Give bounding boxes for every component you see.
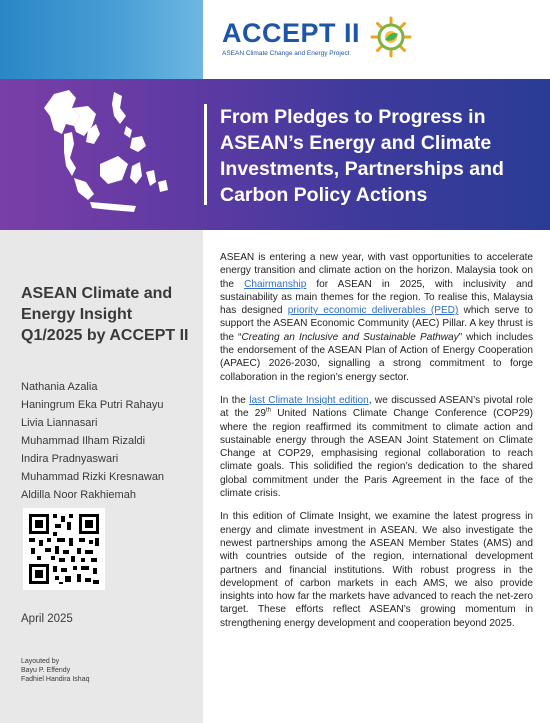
text: In the [220,394,250,406]
text: , we discussed ASEAN’s pivotal role at the 29 [220,394,533,420]
qr-code[interactable] [23,508,105,590]
layout-credit-name: Fadhiel Handira Ishaq [21,676,90,683]
publication-date: April 2025 [21,613,73,625]
author-name: Aldilla Noor Rakhiemah [21,489,136,501]
author-name: Muhammad Ilham Rizaldi [21,435,146,447]
author-name: Nathania Azalia [21,381,98,393]
layout-credits [21,657,90,684]
sun-leaf-logo-icon [370,16,412,58]
header-color-block [0,0,203,79]
author-name: Muhammad Rizki Kresnawan [21,471,165,483]
title-divider [204,104,207,205]
paragraph-cop29 [220,394,533,500]
priority-deliverables-link[interactable]: priority economic deliverables (PED) [287,305,459,317]
asean-map-icon [14,86,190,226]
last-edition-link[interactable]: last Climate Insight edition [249,394,369,406]
paragraph-intro [220,251,533,384]
article-body [220,251,533,640]
qr-code-icon [23,508,105,590]
author-list [21,378,164,504]
text: ASEAN is entering a new year, with vast opportunities to accelerate energy transition and climate action on the horizon. Malaysia took on the [220,252,533,290]
layout-credits-label: Layouted by [21,658,60,665]
logo-title: ACCEPT II [222,18,361,48]
layout-credit-name: Bayu P. Effendy [21,667,71,674]
text: ” which includes the endorsement of the ASEAN Plan of Action of Energy Cooperation (APAEC) 2026-2030, signalling a strong commitment to forge collaboration in the region’s energy sector. [220,331,533,383]
ordinal-suffix: th [266,407,272,414]
text: which serve to support the ASEAN Economic Community (AEC) Pillar. A key thrust is the “ [220,305,533,343]
text: for ASEAN in 2025, with inclusivity and sustainability as main themes for the region. To realise this, Malaysia has designed [220,278,534,317]
text: United Nations Climate Change Conference (COP29) where the region reaffirmed its commitment to climate action and sustainable energy through the ASEAN Joint Statement on Climate Change at COP29, emphasising regional collaboration to reach climate goals. This solidified the region’s dedication to the shared global commitment under the Paris Agreement in the face of the climate crisis. [220,408,533,500]
report-title: ASEAN Climate and Energy Insight Q1/2025 by ACCEPT II [21,285,189,344]
page-title: From Pledges to Progress in ASEAN’s Energy and Climate Investments, Partnerships and Carbon Policy Actions [220,106,504,206]
logo-subtitle: ASEAN Climate Change and Energy Project [222,50,350,57]
author-name: Haningrum Eka Putri Rahayu [21,399,164,411]
emphasis-text: Creating an Inclusive and Sustainable Pathway [241,331,459,343]
author-name: Livia Liannasari [21,417,98,429]
author-name: Indira Pradnyaswari [21,453,119,465]
paragraph-edition: In this edition of Climate Insight, we examine the latest progress in energy and climate investment in ASEAN. We also investigate the newest partnerships among the ASEAN Member States (AMS) and with countries outside of the region, international development partners and financial institutions. With robust progress in the development of carbon markets in each AMS, we also provide insights into how far the markets have advanced to reach the net-zero target. These efforts reflect ASEAN’s growing momentum in strengthening energy development and cooperation beyond 2025. [220,511,533,629]
chairmanship-link[interactable]: Chairmanship [244,278,307,290]
